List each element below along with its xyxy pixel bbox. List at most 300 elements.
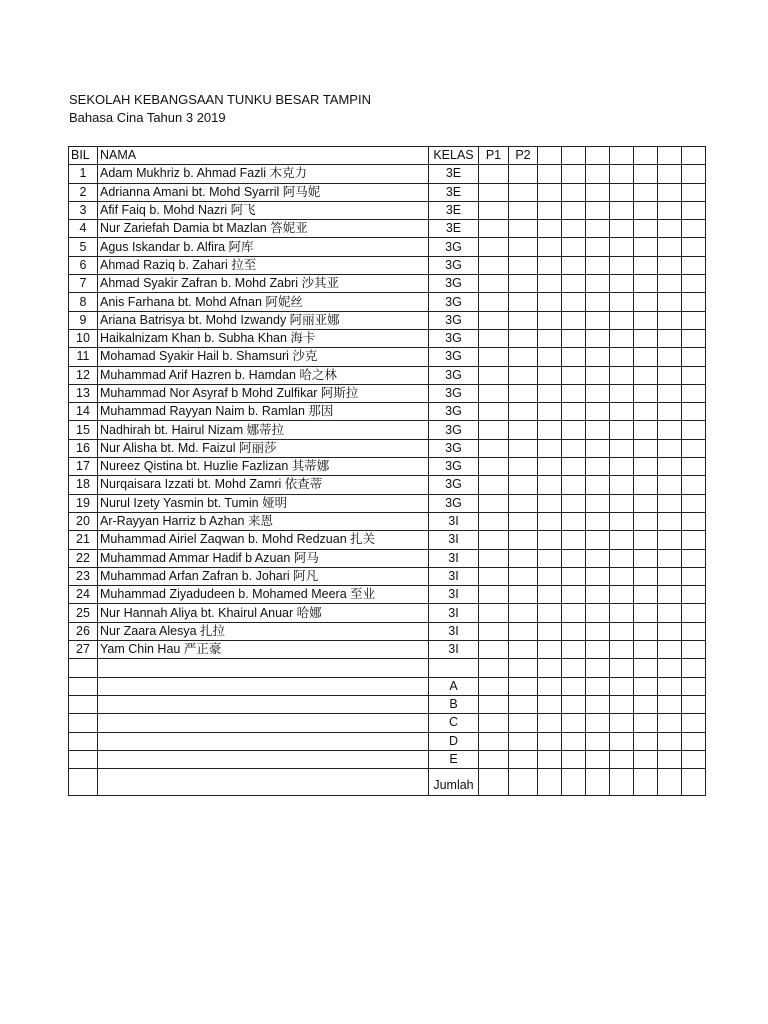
score-cell <box>509 384 538 402</box>
nama-cell: Nurqaisara Izzati bt. Mohd Zamri 依查蒂 <box>98 476 429 494</box>
empty-cell <box>682 659 706 677</box>
score-cell <box>610 275 634 293</box>
score-cell <box>658 494 682 512</box>
score-cell <box>658 275 682 293</box>
score-cell <box>538 329 562 347</box>
bil-cell: 6 <box>69 256 98 274</box>
kelas-cell: 3G <box>429 421 479 439</box>
score-cell <box>562 641 586 659</box>
score-cell <box>586 183 610 201</box>
table-row <box>69 238 706 256</box>
bil-cell: 25 <box>69 604 98 622</box>
score-cell <box>509 275 538 293</box>
score-cell <box>479 329 509 347</box>
score-cell <box>634 201 658 219</box>
score-cell <box>479 311 509 329</box>
score-cell <box>538 567 562 585</box>
score-cell <box>509 531 538 549</box>
score-cell <box>634 329 658 347</box>
empty-cell <box>634 769 658 796</box>
score-cell <box>562 458 586 476</box>
column-header: KELAS <box>429 147 479 165</box>
table-row <box>69 183 706 201</box>
empty-cell <box>562 714 586 732</box>
bil-cell: 26 <box>69 622 98 640</box>
table-row <box>69 458 706 476</box>
score-cell <box>682 311 706 329</box>
score-cell <box>538 549 562 567</box>
kelas-cell: 3I <box>429 586 479 604</box>
table-row <box>69 512 706 530</box>
score-cell <box>634 384 658 402</box>
empty-cell <box>538 714 562 732</box>
score-cell <box>586 201 610 219</box>
score-cell <box>610 641 634 659</box>
table-row <box>69 439 706 457</box>
score-cell <box>509 403 538 421</box>
score-cell <box>509 421 538 439</box>
score-cell <box>479 201 509 219</box>
score-cell <box>610 348 634 366</box>
grade-label <box>429 659 479 677</box>
score-cell <box>538 531 562 549</box>
score-cell <box>538 403 562 421</box>
empty-cell <box>509 769 538 796</box>
score-cell <box>682 275 706 293</box>
score-cell <box>562 531 586 549</box>
empty-cell <box>658 714 682 732</box>
bil-cell: 8 <box>69 293 98 311</box>
score-cell <box>562 256 586 274</box>
score-cell <box>562 512 586 530</box>
table-row <box>69 275 706 293</box>
score-cell <box>479 220 509 238</box>
empty-cell <box>562 677 586 695</box>
kelas-cell: 3G <box>429 256 479 274</box>
score-cell <box>538 183 562 201</box>
empty-cell <box>586 732 610 750</box>
nama-cell: Nureez Qistina bt. Huzlie Fazlizan 其蒂娜 <box>98 458 429 476</box>
table-row <box>69 329 706 347</box>
score-cell <box>586 311 610 329</box>
bil-cell: 12 <box>69 366 98 384</box>
score-cell <box>586 567 610 585</box>
score-cell <box>610 586 634 604</box>
score-cell <box>479 293 509 311</box>
score-cell <box>562 586 586 604</box>
empty-cell <box>538 732 562 750</box>
score-cell <box>682 439 706 457</box>
score-cell <box>562 622 586 640</box>
empty-cell <box>98 659 429 677</box>
empty-cell <box>658 732 682 750</box>
score-cell <box>509 586 538 604</box>
score-cell <box>682 329 706 347</box>
bil-cell: 21 <box>69 531 98 549</box>
empty-cell <box>538 659 562 677</box>
empty-cell <box>509 714 538 732</box>
score-cell <box>610 494 634 512</box>
score-cell <box>538 256 562 274</box>
score-cell <box>538 604 562 622</box>
empty-cell <box>509 695 538 713</box>
score-cell <box>634 403 658 421</box>
score-cell <box>682 549 706 567</box>
nama-cell: Nur Zaara Alesya 扎拉 <box>98 622 429 640</box>
kelas-cell: 3E <box>429 201 479 219</box>
bil-cell: 27 <box>69 641 98 659</box>
empty-cell <box>98 732 429 750</box>
score-cell <box>610 293 634 311</box>
score-cell <box>682 201 706 219</box>
score-cell <box>479 348 509 366</box>
kelas-cell: 3G <box>429 439 479 457</box>
empty-cell <box>509 750 538 768</box>
score-cell <box>610 201 634 219</box>
empty-cell <box>69 750 98 768</box>
score-cell <box>634 549 658 567</box>
summary-row <box>69 695 706 713</box>
score-cell <box>509 512 538 530</box>
score-cell <box>509 183 538 201</box>
score-cell <box>562 293 586 311</box>
nama-cell: Ariana Batrisya bt. Mohd Izwandy 阿丽亚娜 <box>98 311 429 329</box>
school-name: SEKOLAH KEBANGSAAN TUNKU BESAR TAMPIN <box>69 92 371 107</box>
kelas-cell: 3G <box>429 384 479 402</box>
table-row <box>69 311 706 329</box>
score-cell <box>479 421 509 439</box>
score-cell <box>538 494 562 512</box>
score-cell <box>509 494 538 512</box>
score-cell <box>682 348 706 366</box>
score-cell <box>562 220 586 238</box>
column-header <box>682 147 706 165</box>
score-cell <box>634 220 658 238</box>
score-cell <box>682 403 706 421</box>
score-cell <box>509 366 538 384</box>
score-cell <box>509 329 538 347</box>
kelas-cell: 3I <box>429 531 479 549</box>
score-cell <box>658 567 682 585</box>
score-cell <box>509 476 538 494</box>
score-cell <box>586 238 610 256</box>
score-cell <box>634 622 658 640</box>
score-cell <box>562 549 586 567</box>
score-cell <box>562 604 586 622</box>
score-cell <box>509 622 538 640</box>
score-cell <box>562 348 586 366</box>
student-table <box>68 146 706 796</box>
nama-cell: Adrianna Amani bt. Mohd Syarril 阿马妮 <box>98 183 429 201</box>
nama-cell: Yam Chin Hau 严正豪 <box>98 641 429 659</box>
score-cell <box>658 220 682 238</box>
score-cell <box>509 238 538 256</box>
score-cell <box>658 458 682 476</box>
table-row <box>69 384 706 402</box>
score-cell <box>610 512 634 530</box>
score-cell <box>586 165 610 183</box>
empty-cell <box>98 714 429 732</box>
score-cell <box>562 238 586 256</box>
table-row <box>69 641 706 659</box>
score-cell <box>682 366 706 384</box>
empty-cell <box>682 695 706 713</box>
empty-cell <box>69 769 98 796</box>
empty-cell <box>562 732 586 750</box>
kelas-cell: 3G <box>429 293 479 311</box>
score-cell <box>538 421 562 439</box>
score-cell <box>610 165 634 183</box>
score-cell <box>586 641 610 659</box>
score-cell <box>658 238 682 256</box>
empty-cell <box>98 695 429 713</box>
score-cell <box>586 329 610 347</box>
score-cell <box>509 293 538 311</box>
empty-cell <box>682 714 706 732</box>
empty-cell <box>509 659 538 677</box>
score-cell <box>658 403 682 421</box>
empty-cell <box>479 732 509 750</box>
summary-row <box>69 750 706 768</box>
empty-cell <box>682 732 706 750</box>
grade-label: B <box>429 695 479 713</box>
empty-cell <box>586 769 610 796</box>
bil-cell: 20 <box>69 512 98 530</box>
score-cell <box>610 256 634 274</box>
table-header-row <box>69 147 706 165</box>
score-cell <box>538 348 562 366</box>
empty-cell <box>538 769 562 796</box>
empty-cell <box>682 750 706 768</box>
score-cell <box>538 641 562 659</box>
score-cell <box>610 366 634 384</box>
empty-cell <box>658 677 682 695</box>
score-cell <box>509 567 538 585</box>
grade-label: C <box>429 714 479 732</box>
score-cell <box>562 384 586 402</box>
score-cell <box>586 384 610 402</box>
score-cell <box>634 311 658 329</box>
score-cell <box>610 439 634 457</box>
column-header: P2 <box>509 147 538 165</box>
score-cell <box>586 439 610 457</box>
table-row <box>69 567 706 585</box>
column-header <box>586 147 610 165</box>
column-header: P1 <box>479 147 509 165</box>
bil-cell: 23 <box>69 567 98 585</box>
score-cell <box>586 348 610 366</box>
empty-cell <box>538 695 562 713</box>
score-cell <box>610 384 634 402</box>
score-cell <box>634 183 658 201</box>
score-cell <box>634 641 658 659</box>
table-row <box>69 494 706 512</box>
empty-cell <box>98 750 429 768</box>
empty-cell <box>610 750 634 768</box>
bil-cell: 4 <box>69 220 98 238</box>
empty-cell <box>586 750 610 768</box>
score-cell <box>538 622 562 640</box>
empty-cell <box>634 732 658 750</box>
kelas-cell: 3G <box>429 275 479 293</box>
score-cell <box>634 366 658 384</box>
score-cell <box>682 604 706 622</box>
score-cell <box>682 494 706 512</box>
empty-cell <box>479 659 509 677</box>
empty-cell <box>682 769 706 796</box>
score-cell <box>610 403 634 421</box>
score-cell <box>610 238 634 256</box>
kelas-cell: 3I <box>429 604 479 622</box>
empty-cell <box>634 695 658 713</box>
score-cell <box>586 366 610 384</box>
score-cell <box>509 549 538 567</box>
nama-cell: Muhammad Ziyadudeen b. Mohamed Meera 至业 <box>98 586 429 604</box>
score-cell <box>682 531 706 549</box>
table-row <box>69 421 706 439</box>
score-cell <box>479 384 509 402</box>
score-cell <box>479 604 509 622</box>
empty-cell <box>562 695 586 713</box>
empty-cell <box>562 750 586 768</box>
score-cell <box>634 567 658 585</box>
score-cell <box>658 366 682 384</box>
empty-cell <box>479 677 509 695</box>
score-cell <box>479 238 509 256</box>
grade-label: E <box>429 750 479 768</box>
score-cell <box>509 256 538 274</box>
empty-cell <box>69 659 98 677</box>
nama-cell: Mohamad Syakir Hail b. Shamsuri 沙克 <box>98 348 429 366</box>
nama-cell: Muhammad Nor Asyraf b Mohd Zulfikar 阿斯拉 <box>98 384 429 402</box>
summary-row <box>69 714 706 732</box>
empty-cell <box>610 714 634 732</box>
score-cell <box>479 641 509 659</box>
empty-cell <box>479 769 509 796</box>
empty-cell <box>658 769 682 796</box>
bil-cell: 19 <box>69 494 98 512</box>
score-cell <box>562 183 586 201</box>
score-cell <box>479 439 509 457</box>
score-cell <box>634 348 658 366</box>
score-cell <box>509 201 538 219</box>
score-cell <box>479 366 509 384</box>
column-header <box>610 147 634 165</box>
table-row <box>69 549 706 567</box>
score-cell <box>634 256 658 274</box>
empty-cell <box>610 695 634 713</box>
score-cell <box>509 458 538 476</box>
bil-cell: 13 <box>69 384 98 402</box>
score-cell <box>509 348 538 366</box>
score-cell <box>634 512 658 530</box>
score-cell <box>658 586 682 604</box>
empty-cell <box>98 769 429 796</box>
score-cell <box>479 586 509 604</box>
bil-cell: 9 <box>69 311 98 329</box>
score-cell <box>658 549 682 567</box>
score-cell <box>634 586 658 604</box>
score-cell <box>682 421 706 439</box>
table-row <box>69 476 706 494</box>
bil-cell: 18 <box>69 476 98 494</box>
score-cell <box>658 183 682 201</box>
score-cell <box>538 476 562 494</box>
nama-cell: Nur Zariefah Damia bt Mazlan 答妮亚 <box>98 220 429 238</box>
document-heading <box>69 91 371 127</box>
score-cell <box>610 458 634 476</box>
score-cell <box>634 458 658 476</box>
empty-cell <box>586 659 610 677</box>
nama-cell: Ar-Rayyan Harriz b Azhan 来恩 <box>98 512 429 530</box>
score-cell <box>479 531 509 549</box>
nama-cell: Anis Farhana bt. Mohd Afnan 阿妮丝 <box>98 293 429 311</box>
score-cell <box>538 220 562 238</box>
score-cell <box>509 604 538 622</box>
score-cell <box>610 183 634 201</box>
empty-cell <box>538 750 562 768</box>
empty-cell <box>69 732 98 750</box>
kelas-cell: 3G <box>429 476 479 494</box>
kelas-cell: 3E <box>429 220 479 238</box>
empty-cell <box>69 677 98 695</box>
empty-cell <box>634 714 658 732</box>
score-cell <box>586 275 610 293</box>
score-cell <box>634 293 658 311</box>
score-cell <box>479 165 509 183</box>
score-cell <box>634 238 658 256</box>
score-cell <box>479 458 509 476</box>
score-cell <box>586 403 610 421</box>
score-cell <box>634 531 658 549</box>
score-cell <box>479 183 509 201</box>
score-cell <box>658 165 682 183</box>
score-cell <box>562 165 586 183</box>
score-cell <box>610 421 634 439</box>
score-cell <box>479 476 509 494</box>
table-row <box>69 366 706 384</box>
score-cell <box>562 567 586 585</box>
nama-cell: Ahmad Raziq b. Zahari 拉至 <box>98 256 429 274</box>
score-cell <box>538 238 562 256</box>
subject-line: Bahasa Cina Tahun 3 2019 <box>69 110 226 125</box>
score-cell <box>658 512 682 530</box>
total-row <box>69 769 706 796</box>
score-cell <box>634 604 658 622</box>
score-cell <box>634 439 658 457</box>
score-cell <box>586 494 610 512</box>
bil-cell: 10 <box>69 329 98 347</box>
empty-cell <box>509 677 538 695</box>
score-cell <box>538 165 562 183</box>
table-body <box>69 147 706 796</box>
empty-cell <box>682 677 706 695</box>
score-cell <box>634 421 658 439</box>
score-cell <box>658 256 682 274</box>
bil-cell: 11 <box>69 348 98 366</box>
score-cell <box>682 476 706 494</box>
score-cell <box>682 512 706 530</box>
bil-cell: 15 <box>69 421 98 439</box>
kelas-cell: 3G <box>429 329 479 347</box>
score-cell <box>562 329 586 347</box>
empty-cell <box>658 659 682 677</box>
empty-cell <box>562 659 586 677</box>
bil-cell: 14 <box>69 403 98 421</box>
score-cell <box>634 275 658 293</box>
score-cell <box>538 275 562 293</box>
nama-cell: Muhammad Rayyan Naim b. Ramlan 那因 <box>98 403 429 421</box>
